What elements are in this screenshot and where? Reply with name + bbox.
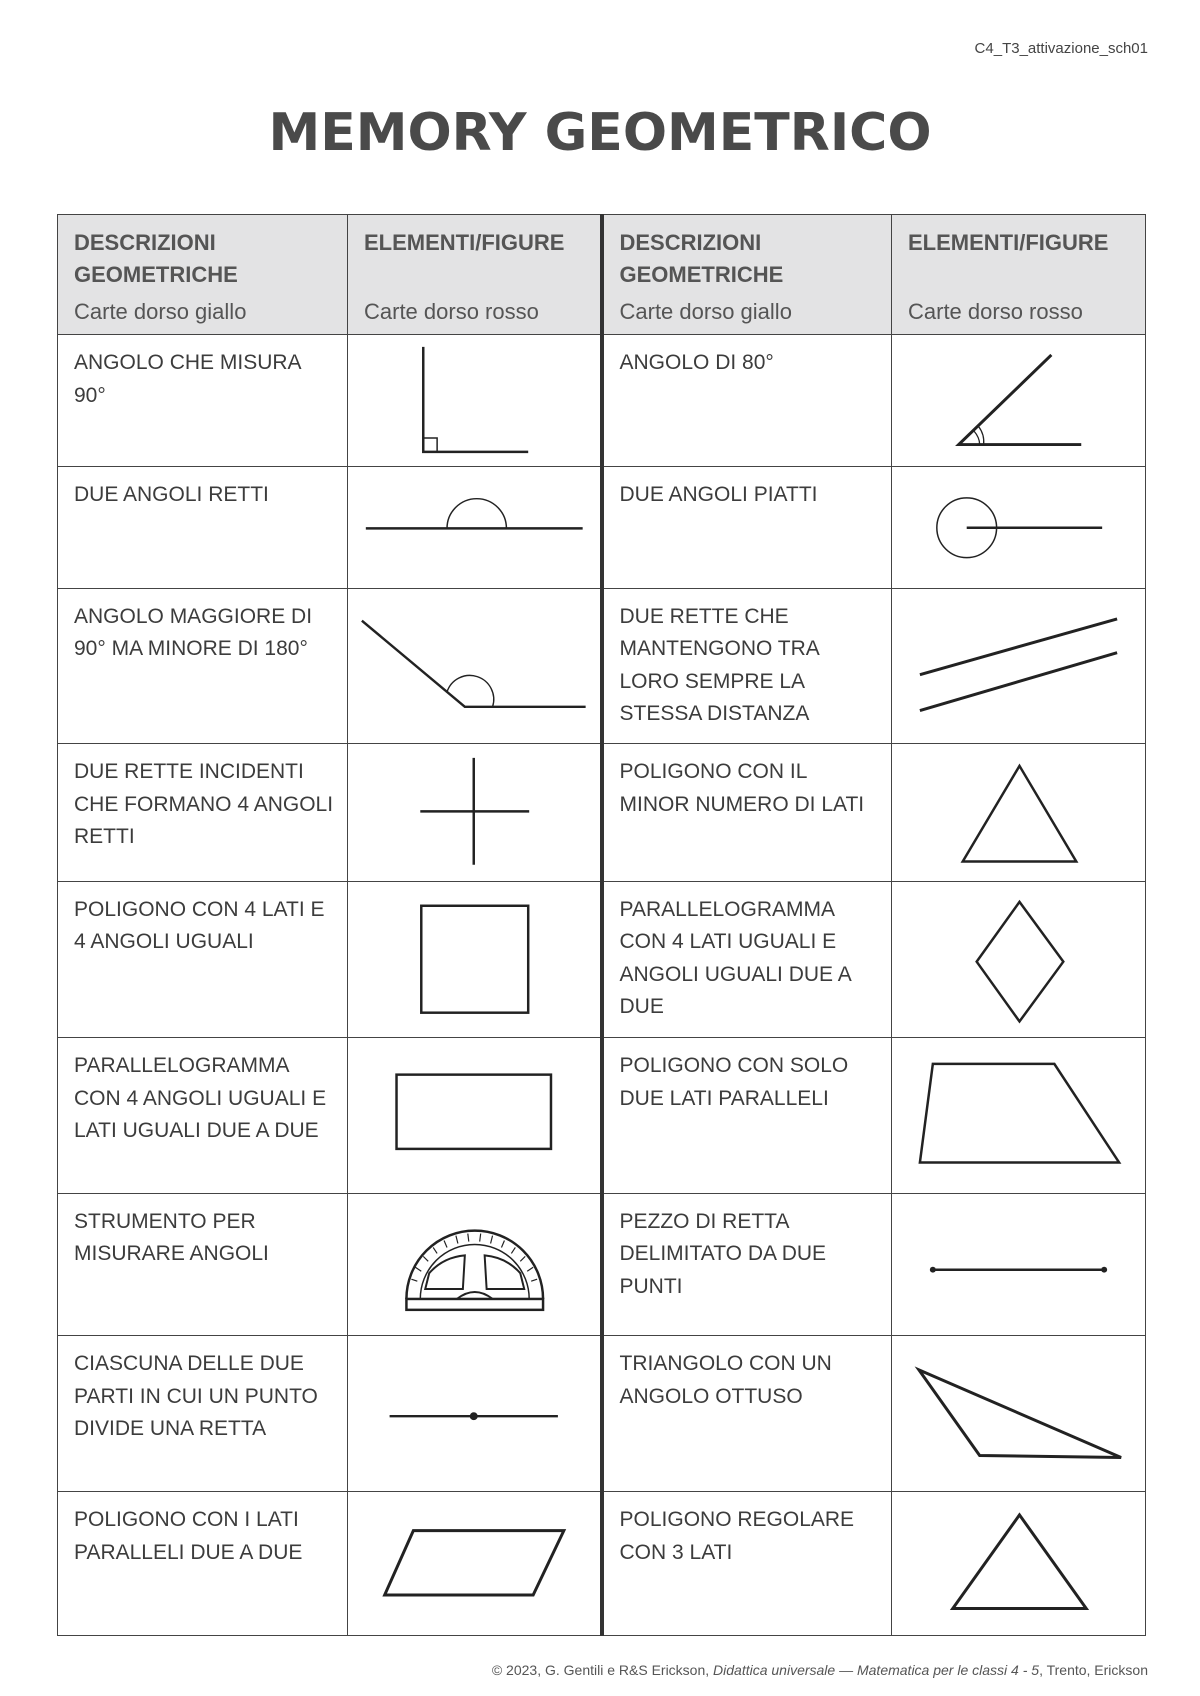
table-row [58, 881, 1146, 1037]
table-row [58, 1492, 1146, 1635]
description-cell: TRIANGOLO CON UN ANGOLO OTTUSO [602, 1336, 892, 1492]
rectangle-icon [348, 1038, 600, 1191]
description-cell: POLIGONO CON IL MINOR NUMERO DI LATI [602, 744, 892, 881]
footer-copyright: © 2023, G. Gentili e R&S Erickson, Didattica universale — Matematica per le classi 4 - 5, Trento, Erickson [491, 1662, 1148, 1678]
equilateral-triangle-icon [892, 1492, 1145, 1634]
half-lines-icon [348, 1336, 600, 1490]
parallel-lines-icon [892, 589, 1145, 743]
table-row [58, 744, 1146, 881]
obtuse-angle-icon [348, 589, 600, 742]
protractor-icon [348, 1194, 600, 1335]
description-cell: ANGOLO MAGGIORE DI 90° MA MINORE DI 180° [58, 588, 348, 743]
description-cell: DUE RETTE CHE MANTENGONO TRA LORO SEMPRE LA STESSA DISTANZA [602, 588, 892, 743]
table-row [58, 1038, 1146, 1193]
angle-80-icon [892, 335, 1145, 466]
column-header: ELEMENTI/FIGURE Carte dorso rosso [892, 215, 1146, 335]
description-cell: POLIGONO CON 4 LATI E 4 ANGOLI UGUALI [58, 881, 348, 1037]
full-angle-icon [892, 467, 1145, 588]
description-cell: STRUMENTO PER MISURARE ANGOLI [58, 1193, 348, 1335]
triangle-icon [892, 744, 1145, 880]
description-cell: ANGOLO DI 80° [602, 335, 892, 467]
page-title: MEMORY GEOMETRICO [268, 103, 932, 163]
description-cell: POLIGONO REGOLARE CON 3 LATI [602, 1492, 892, 1635]
table-row [58, 335, 1146, 467]
table-row [58, 588, 1146, 743]
segment-icon [892, 1194, 1145, 1335]
rhombus-icon [892, 882, 1145, 1037]
description-cell: ANGOLO CHE MISURA 90° [58, 335, 348, 467]
table-header-row [58, 215, 1146, 335]
description-cell: DUE RETTE INCIDENTI CHE FORMANO 4 ANGOLI RETTI [58, 744, 348, 881]
right-angle-icon [348, 335, 600, 466]
table-row [58, 467, 1146, 589]
description-cell: POLIGONO CON SOLO DUE LATI PARALLELI [602, 1038, 892, 1193]
description-cell: POLIGONO CON I LATI PARALLELI DUE A DUE [58, 1492, 348, 1635]
table-row [58, 1193, 1146, 1335]
description-cell: PARALLELOGRAMMA CON 4 ANGOLI UGUALI E LATI UGUALI DUE A DUE [58, 1038, 348, 1193]
description-cell: DUE ANGOLI PIATTI [602, 467, 892, 589]
document-code: C4_T3_attivazione_sch01 [974, 40, 1148, 57]
obtuse-triangle-icon [892, 1336, 1145, 1491]
perpendicular-lines-icon [348, 744, 600, 880]
memory-table [57, 214, 1146, 1636]
square-icon [348, 882, 600, 1036]
parallelogram-icon [348, 1492, 600, 1634]
trapezoid-icon [892, 1038, 1145, 1192]
description-cell: PEZZO DI RETTA DELIMITATO DA DUE PUNTI [602, 1193, 892, 1335]
column-header: DESCRIZIONI GEOMETRICHE Carte dorso giallo [58, 215, 348, 335]
description-cell: DUE ANGOLI RETTI [58, 467, 348, 589]
column-header: ELEMENTI/FIGURE Carte dorso rosso [348, 215, 602, 335]
description-cell: CIASCUNA DELLE DUE PARTI IN CUI UN PUNTO DIVIDE UNA RETTA [58, 1336, 348, 1492]
table-row [58, 1336, 1146, 1492]
description-cell: PARALLELOGRAMMA CON 4 LATI UGUALI E ANGOLI UGUALI DUE A DUE [602, 881, 892, 1037]
column-header: DESCRIZIONI GEOMETRICHE Carte dorso giallo [602, 215, 892, 335]
straight-angle-icon [348, 467, 600, 587]
